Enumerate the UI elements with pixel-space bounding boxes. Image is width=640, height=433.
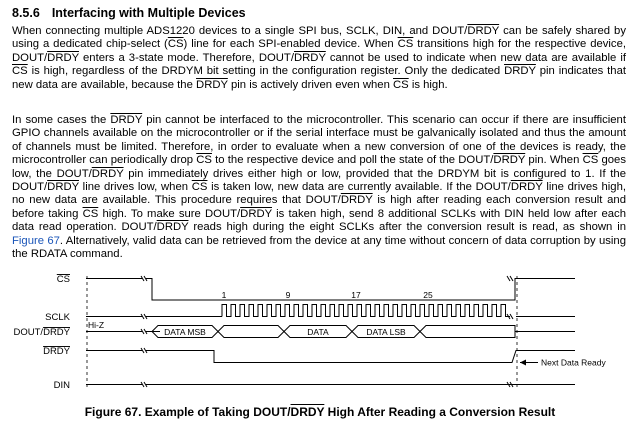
- figure-caption: Figure 67. Example of Taking DOUT/DRDY High After Reading a Conversion Result: [84, 405, 556, 419]
- drdy-waveform: [86, 351, 575, 363]
- clock-label-1: 1: [221, 290, 227, 300]
- signal-label-sclk: SCLK: [45, 312, 70, 323]
- data-lsb-label: DATA LSB: [366, 327, 406, 337]
- data-msb-label: DATA MSB: [164, 327, 206, 337]
- data-label: DATA: [307, 327, 329, 337]
- next-data-label: Next Data Ready: [541, 357, 606, 368]
- signal-label-drdy: DRDY: [43, 346, 70, 357]
- section-number: 8.5.6: [12, 6, 40, 20]
- next-data-arrowhead: [520, 360, 526, 366]
- hiz-label: Hi-Z: [88, 320, 105, 330]
- signal-label-din: DIN: [53, 380, 70, 391]
- paragraph-2: In some cases the DRDY pin cannot be interfaced to the microcontroller. This scenario can occur if there are insufficient GPIO channels available on the microcontroller or if the serial interface must be galvanically isolated and thus the amount of channels must be limited. Therefore, in order to evaluate when a new conversion of one of the devices is ready, the microcontroller can periodically drop $\overline{CS}$ to the respective device and poll the state of the DOUT/DRDY pin. When $\overline{CS}$ goes low, the DOUT/DRDY pin immediately drives either high or low, provided that the DRDYM bit is configured to 1. If the DOUT/DRDY line drives low, when $\overline{CS}$ is taken low, new data are currently available. If the DOUT/DRDY line drives high, no new data are available. This procedure requires that DOUT/DRDY is high after reading each conversion result and before taking $\overline{CS}$ high. To make sure DOUT/DRDY is taken high, send 8 additional SCLKs with DIN held low after each data read operation. DOUT/DRDY reads high during the eight SCLKs after the conversion result is read, as shown in Figure 67. Alternatively, valid data can be retrieved from the device at any time without concern of data corruption by using the RDATA command.: [12, 114, 627, 261]
- figure-link[interactable]: Figure 67: [12, 234, 60, 247]
- section-heading: [12, 6, 246, 20]
- section-title: Interfacing with Multiple Devices: [51, 6, 246, 20]
- clock-label-25: 25: [423, 290, 433, 300]
- sclk-clock-train: [222, 305, 510, 317]
- paragraph-1: When connecting multiple ADS1220 devices to a single SPI bus, SCLK, DIN, and DOUT/DRDY can be safely shared by using a dedicated chip-select $(\overline{CS})$ line for each SPI-enabled device. When $\overline{CS}$ transitions high for the respective device, DOUT/DRDY enters a 3-state mode. Therefore, DOUT/DRDY cannot be used to indicate when new data are available if $\overline{CS}$ is high, regardless of the DRDYM bit setting in the configuration register. Only the dedicated DRDY pin indicates that new data are available, because the DRDY pin is actively driven even when $\overline{CS}$ is high.: [12, 25, 627, 91]
- signal-label-cs: CS: [56, 274, 70, 285]
- signal-label-dout: DOUT/DRDY: [13, 327, 70, 338]
- timing-diagram: [0, 268, 640, 402]
- clock-label-9: 9: [285, 290, 291, 300]
- clock-label-17: 17: [351, 290, 361, 300]
- dout-bus: [152, 326, 515, 338]
- cs-waveform: [86, 279, 575, 301]
